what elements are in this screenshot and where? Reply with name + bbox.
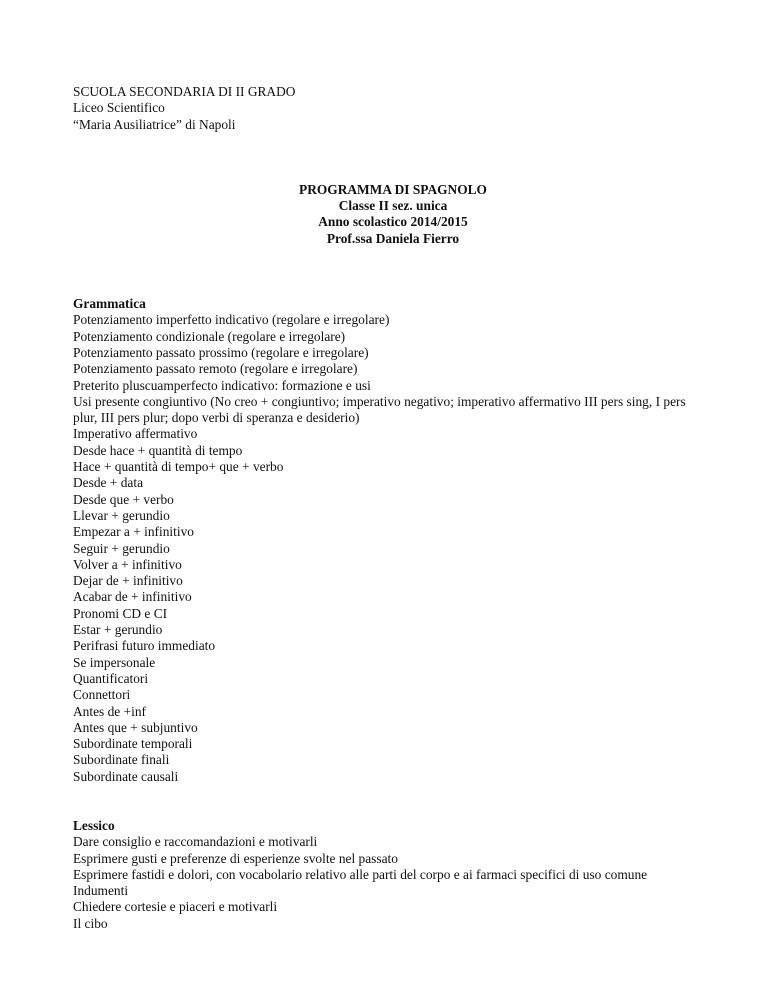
program-title: PROGRAMMA DI SPAGNOLO — [299, 181, 487, 197]
teacher-name: Prof.ssa Daniela Fierro — [326, 230, 460, 246]
list-item: Desde + data — [73, 475, 144, 491]
list-item: Volver a + infinitivo — [73, 556, 182, 572]
list-item: Connettori — [73, 687, 131, 703]
list-item: Seguir + gerundio — [73, 540, 170, 556]
list-item: Desde hace + quantità di tempo — [73, 442, 243, 458]
grammar-heading: Grammatica — [73, 296, 146, 312]
list-item: Il cibo — [73, 915, 108, 931]
list-item: Usi presente congiuntivo (No creo + congiuntivo; imperativo negativo; imperativo affermativo III pers sing, I pers plur, III pers plur; dopo verbi di speranza e desiderio) — [73, 393, 686, 426]
school-year: Anno scolastico 2014/2015 — [318, 214, 468, 230]
list-item: Quantificatori — [73, 670, 149, 686]
lexicon-list — [73, 834, 713, 932]
list-item: Pronomi CD e CI — [73, 605, 168, 621]
list-item: Se impersonale — [73, 654, 156, 670]
lexicon-section — [73, 818, 713, 932]
list-item: Estar + gerundio — [73, 622, 163, 638]
lexicon-heading: Lessico — [73, 817, 115, 833]
school-level: SCUOLA SECONDARIA DI II GRADO — [73, 84, 296, 99]
list-item: Antes que + subjuntivo — [73, 719, 198, 735]
list-item: Indumenti — [73, 883, 129, 899]
list-item: Imperativo affermativo — [73, 426, 198, 442]
list-item: Llevar + gerundio — [73, 507, 170, 523]
list-item: Esprimere fastidi e dolori, con vocabolario relativo alle parti del corpo e ai farmaci specifici di uso comune — [73, 866, 648, 882]
list-item: Potenziamento imperfetto indicativo (regolare e irregolare) — [73, 312, 390, 328]
list-item: Subordinate temporali — [73, 736, 193, 752]
list-item: Hace + quantità di tempo+ que + verbo — [73, 459, 284, 475]
list-item: Acabar de + infinitivo — [73, 589, 192, 605]
list-item: Subordinate finali — [73, 752, 170, 768]
program-title-block — [73, 182, 713, 247]
list-item: Potenziamento condizionale (regolare e irregolare) — [73, 328, 346, 344]
list-item: Desde que + verbo — [73, 491, 174, 507]
list-item: Potenziamento passato remoto (regolare e irregolare) — [73, 361, 358, 377]
list-item: Antes de +inf — [73, 703, 147, 719]
list-item: Subordinate causali — [73, 768, 179, 784]
school-type: Liceo Scientifico — [73, 100, 165, 116]
list-item: Empezar a + infinitivo — [73, 524, 194, 540]
list-item: Esprimere gusti e preferenze di esperienze svolte nel passato — [73, 850, 398, 866]
list-item: Potenziamento passato prossimo (regolare e irregolare) — [73, 344, 369, 360]
school-header — [73, 84, 713, 133]
grammar-section — [73, 296, 713, 785]
list-item: Preterito pluscuamperfecto indicativo: formazione e usi — [73, 377, 371, 393]
list-item: Dare consiglio e raccomandazioni e motivarli — [73, 834, 318, 850]
list-item: Perifrasi futuro immediato — [73, 638, 216, 654]
list-item: Dejar de + infinitivo — [73, 573, 183, 589]
grammar-list — [73, 312, 713, 785]
document-page — [73, 84, 713, 932]
school-name: “Maria Ausiliatrice” di Napoli — [73, 116, 236, 132]
list-item: Chiedere cortesie e piaceri e motivarli — [73, 899, 278, 915]
class-label: Classe II sez. unica — [338, 198, 448, 214]
